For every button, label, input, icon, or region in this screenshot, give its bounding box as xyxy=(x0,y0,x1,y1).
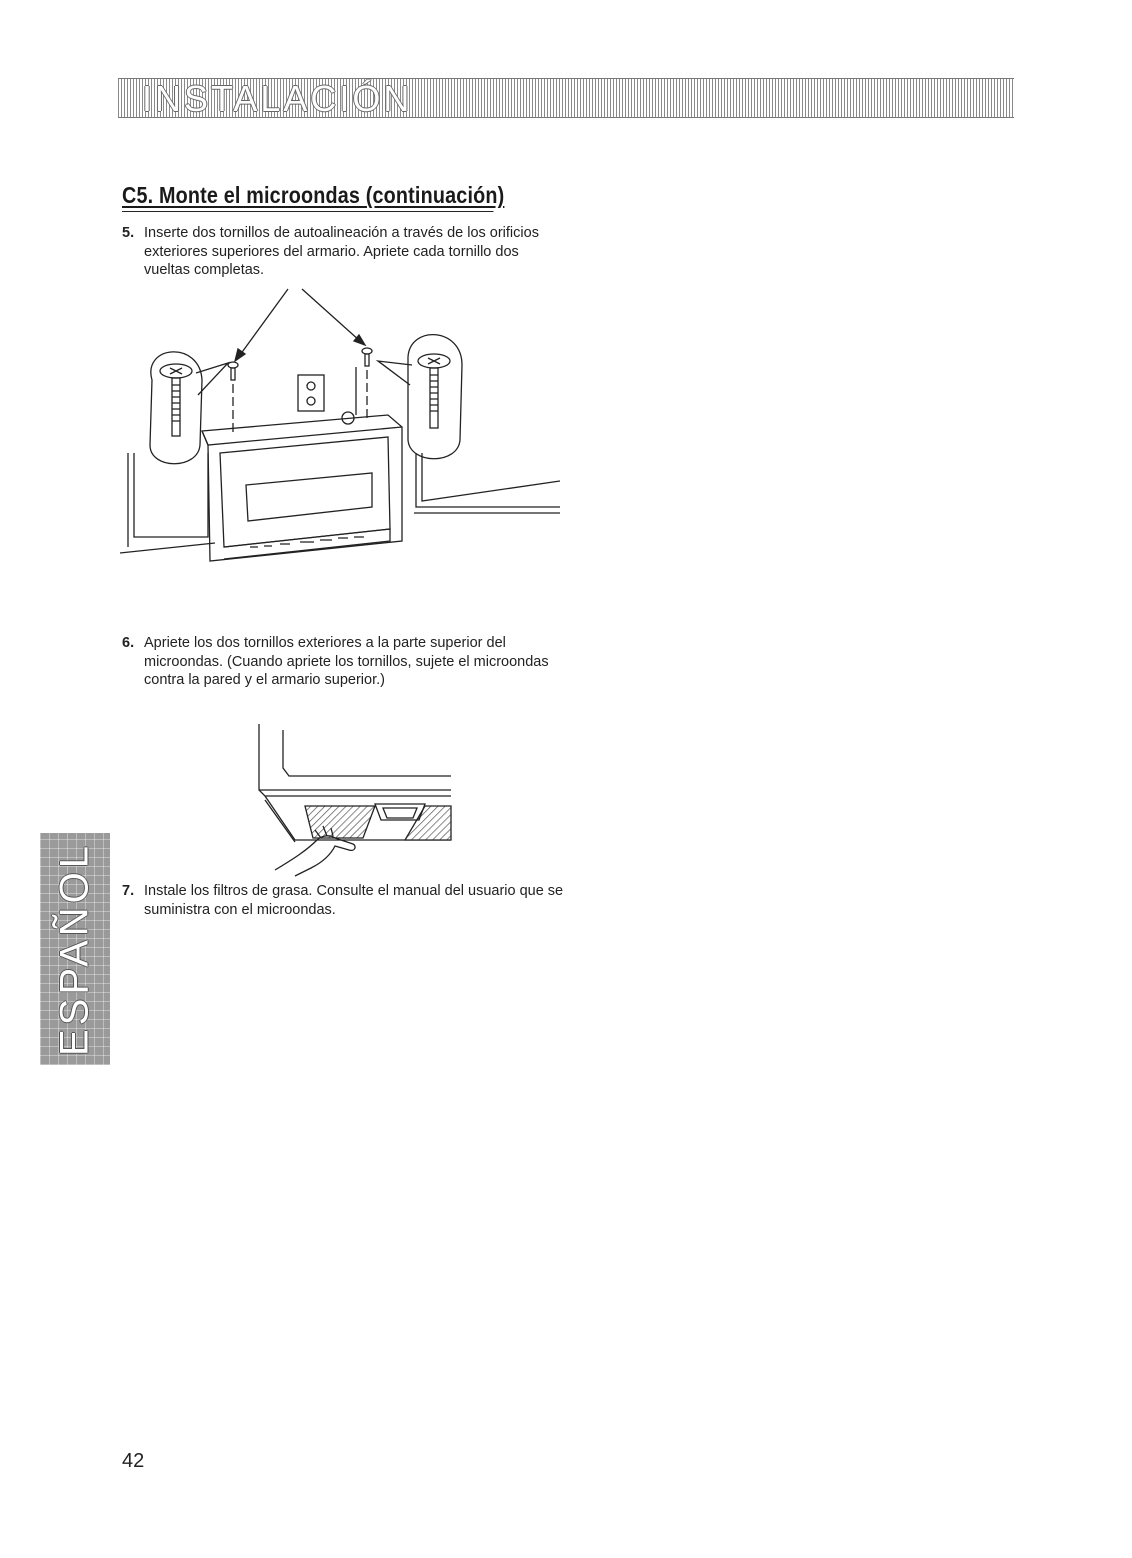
step-7 xyxy=(122,882,572,919)
page-number: 42 xyxy=(122,1450,145,1472)
step-text: Inserte dos tornillos de autoalineación a través de los orificios exteriores superiores del armario. Apriete cada tornillo dos vueltas completas. xyxy=(144,225,539,278)
side-tab-label: ESPAÑOL xyxy=(52,842,97,1056)
step-text: Instale los filtros de grasa. Consulte el manual del usuario que se suministra con el microondas. xyxy=(144,883,564,918)
section-heading xyxy=(122,182,505,212)
section-heading-text: C5. Monte el microondas (continuación) xyxy=(122,182,505,208)
step-5 xyxy=(122,224,572,280)
header-banner xyxy=(118,78,1014,118)
step-6 xyxy=(122,634,572,690)
step-number: 7. xyxy=(122,883,135,899)
grease-filter-illustration xyxy=(255,720,455,880)
page-title: INSTALACIÓN xyxy=(142,78,413,119)
screw-installation-illustration xyxy=(120,285,560,585)
language-side-tab xyxy=(40,833,110,1065)
step-number: 6. xyxy=(122,635,135,651)
step-number: 5. xyxy=(122,225,135,241)
step-text: Apriete los dos tornillos exteriores a la parte superior del microondas. (Cuando apriete los tornillos, sujete el microondas contra la pared y el armario superior.) xyxy=(144,635,549,688)
